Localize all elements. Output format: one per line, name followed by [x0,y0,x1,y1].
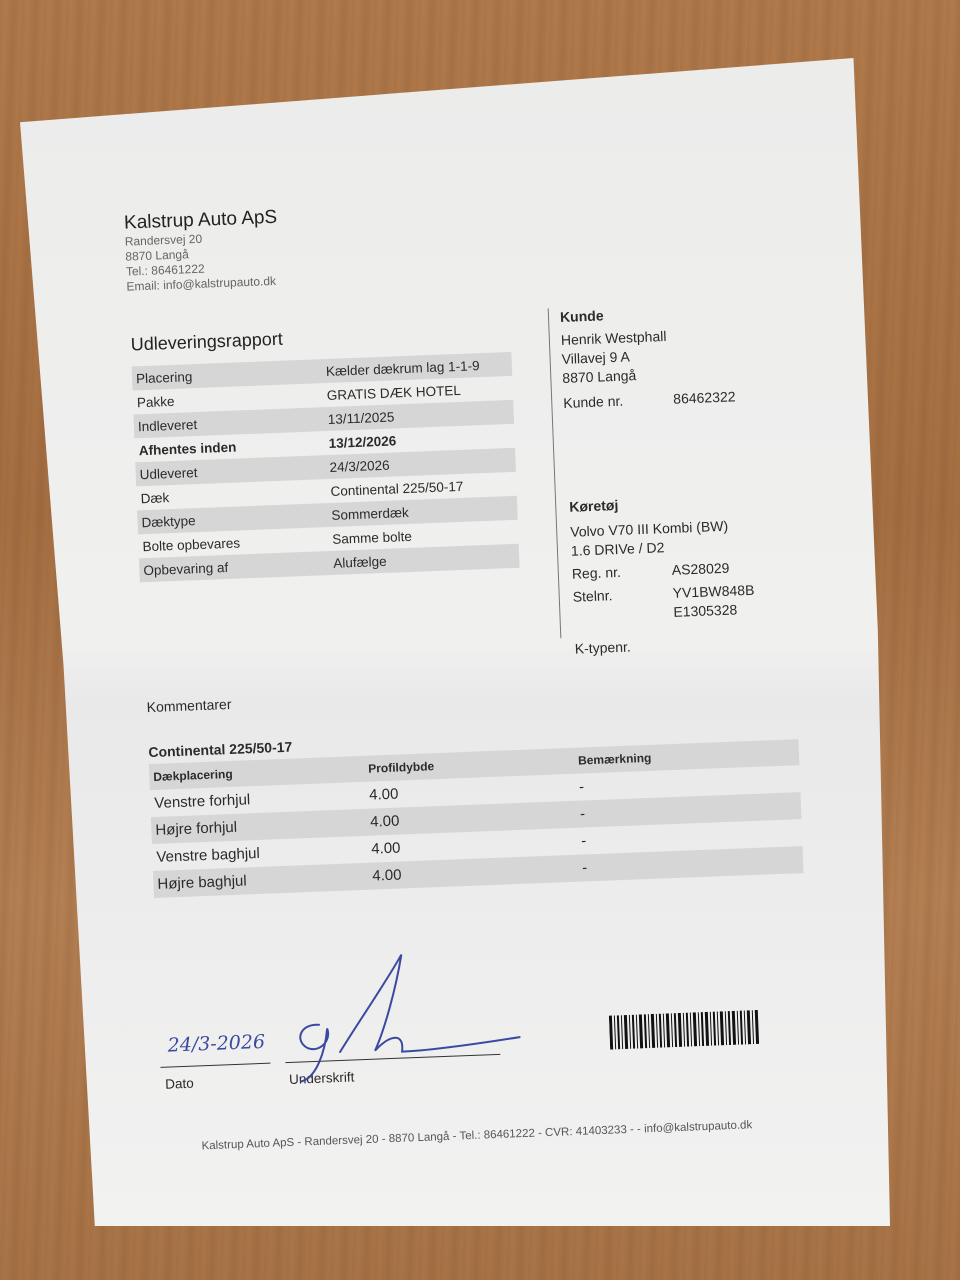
info-value: 13/11/2025 [327,408,395,427]
barcode [609,1010,760,1050]
vehicle-block [569,491,757,659]
info-table [132,352,520,582]
date-label: Dato [164,1075,194,1092]
signature-label: Underskrift [288,1069,355,1087]
vehicle-vin-part1: YV1BW848B [672,581,755,601]
customer-block [560,301,736,413]
info-label: Dæktype [141,512,196,530]
customer-number-row [563,387,736,413]
company-city: 8870 Langå [125,247,190,264]
handwritten-date: 24/3-2026 [167,1030,266,1057]
tire-table [149,739,804,898]
info-label: Dæk [140,489,170,506]
header-position: Dækplacering [153,766,233,784]
info-label: Indleveret [137,416,198,434]
page-footer: Kalstrup Auto ApS - Randersvej 20 - 8870 Langå - Tel.: 86461222 - CVR: 41403233 - - info@kalstrupauto.dk [201,1119,753,1153]
signature-area [159,1004,802,1119]
comments-label: Kommentarer [146,695,232,716]
info-value: 13/12/2026 [328,432,397,451]
vehicle-vin-row [572,581,755,626]
vehicle-reg-row [572,558,754,584]
vehicle-reg: AS28029 [671,559,730,578]
info-value: Continental 225/50-17 [330,478,464,499]
tire-note: - [580,832,587,850]
info-value: Kælder dækrum lag 1-1-9 [325,357,480,379]
tire-depth: 4.00 [372,866,402,885]
tire-depth: 4.00 [368,785,399,804]
vehicle-engine: 1.6 DRIVe / D2 [570,539,665,559]
customer-number-label: Kunde nr. [563,392,624,411]
customer-city: 8870 Langå [562,367,637,386]
header-depth: Profildybde [367,759,435,776]
document-content [115,168,851,1154]
tire-table-title: Continental 225/50-17 [148,738,293,761]
tire-depth: 4.00 [370,839,401,858]
info-value: Samme bolte [332,528,413,547]
company-name: Kalstrup Auto ApS [123,206,278,234]
customer-heading: Kunde [559,307,604,326]
info-label: Bolte opbevares [142,534,241,554]
tire-note: - [579,805,586,823]
handwritten-signature [276,944,541,1087]
column-divider [548,308,562,638]
info-value: GRATIS DÆK HOTEL [326,382,462,403]
tire-note: - [578,778,585,796]
info-label: Placering [135,368,193,386]
tire-position: Højre forhjul [155,818,238,839]
report-title: Udleveringsrapport [130,328,284,355]
tire-position: Venstre forhjul [154,791,251,812]
tire-depth: 4.00 [369,812,400,831]
vehicle-heading: Køretøj [568,496,619,515]
company-header [124,207,280,295]
info-label: Udleveret [139,464,198,482]
company-phone: Tel.: 86461222 [125,261,205,279]
customer-number: 86462322 [672,388,736,407]
vehicle-ktype-label: K-typenr. [574,638,632,657]
info-label: Pakke [136,393,175,410]
info-label: Opbevaring af [143,559,229,578]
info-value: Sommerdæk [331,504,409,523]
customer-name: Henrik Westphall [560,327,667,348]
tire-position: Venstre baghjul [156,844,261,866]
company-email: Email: info@kalstrupauto.dk [126,273,277,294]
info-label: Afhentes inden [138,439,237,458]
company-address: Randersvej 20 [124,231,203,249]
tire-position: Højre baghjul [157,872,247,893]
vehicle-vin [672,581,755,622]
tire-note: - [581,859,588,877]
info-value: 24/3/2026 [329,457,390,475]
header-note: Bemærkning [577,750,652,768]
vehicle-vin-label: Stelnr. [572,587,613,605]
vehicle-vin-part2: E1305328 [673,601,738,620]
info-value: Alufælge [332,553,387,571]
customer-street: Villavej 9 A [561,348,631,367]
vehicle-reg-label: Reg. nr. [571,563,622,582]
vehicle-model: Volvo V70 III Kombi (BW) [569,517,729,540]
date-line [161,1063,271,1068]
